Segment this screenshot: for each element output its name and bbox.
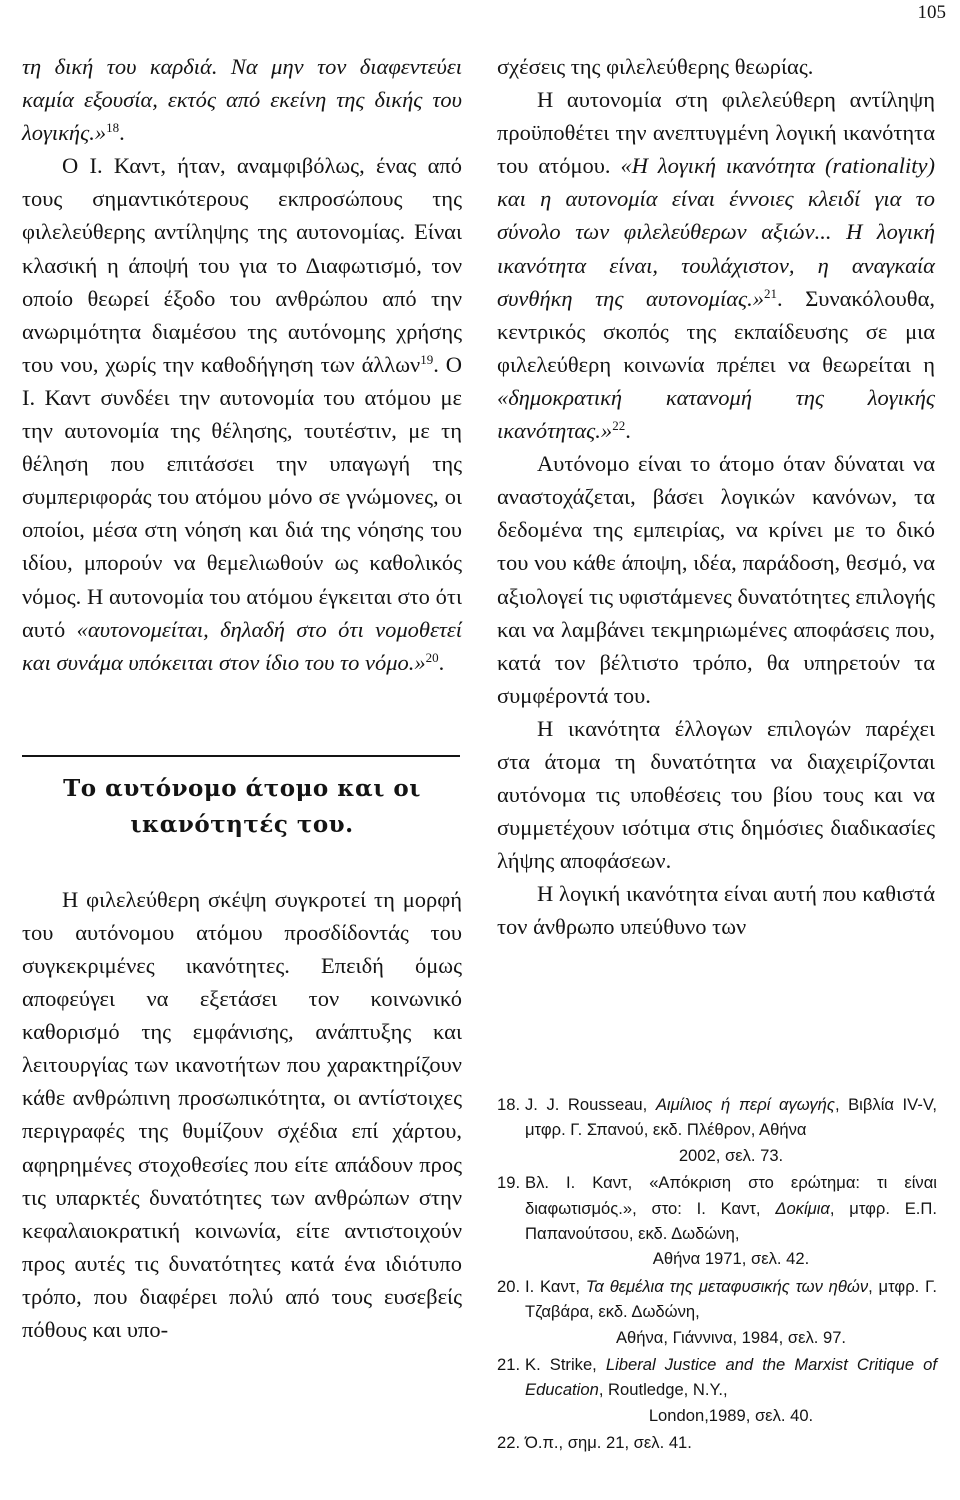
footnote <box>497 1274 937 1350</box>
footnote-text <box>525 1092 937 1168</box>
quotation: τη δική του καρδιά. Να μην τον διαφεντεύει καμία εξουσία, εκτός από εκείνη της δικής του λογικής.» <box>22 54 462 146</box>
footnote-text-run: , Βιβλία IV-V, μτφρ. Γ. Σπανού, εκδ. Πλέθρον, Αθήνα <box>525 1095 937 1140</box>
footnote-title: Τα θεμέλια της μεταφυσικής των ηθών <box>585 1276 869 1296</box>
footnote <box>497 1092 937 1168</box>
footnote-text-run: , μτφρ. Ε.Π. Παπανούτσου, εκδ. Δωδώνη, <box>525 1198 938 1244</box>
left-column <box>22 50 462 1346</box>
footnote-number: 20. <box>497 1276 521 1296</box>
footnote-text-run: , μτφρ. Γ. Τζαβάρα, εκδ. Δωδώνη, <box>525 1276 937 1322</box>
paragraph <box>22 149 462 679</box>
footnote-text <box>525 1352 937 1428</box>
text-run: Η αυτονομία στη φιλελεύθερη αντίληψη προϋποθέτει την ανεπτυγμένη λογική ικανότητα του ατόμου. <box>497 87 935 179</box>
footnote-ref[interactable]: 22 <box>612 418 626 434</box>
footnote-text <box>525 1274 937 1350</box>
footnote-text-run: Αθήνα 1971, σελ. 42. <box>652 1249 810 1269</box>
footnote-title: Αιμίλιος ή περί αγωγής <box>655 1095 835 1114</box>
text-run: . <box>625 418 631 444</box>
paragraph: Η λογική ικανότητα είναι αυτή που καθιστά τον άνθρωπο υπεύθυνο των <box>497 881 935 940</box>
paragraph: σχέσεις της φιλελεύθερης θεωρίας. <box>497 54 814 79</box>
paragraph <box>22 50 462 149</box>
footnote-text-run: J. J. Rousseau, <box>525 1095 656 1114</box>
footnote <box>497 1352 937 1428</box>
footnote-text-run: London,1989, σελ. 40. <box>648 1405 814 1425</box>
footnote-text-run: Αθήνα, Γιάννινα, 1984, σελ. 97. <box>615 1327 847 1347</box>
paragraph: Αυτόνομο είναι το άτομο όταν δύναται να αναστοχάζεται, βάσει λογικών κανόνων, τα δεδομένα της εμπειρίας, να κρίνει με το δικό του νου κάθε άποψη, ιδέα, παράδοση, θεσμό, να αξιολογεί τις υφιστάμενες δυνατότητες επιλογής και να λαμβάνει τεκμηριωμένες αποφάσεις που, κατά τον βέλτιστο τρόπο, θα υπηρετούν τα συμφέροντά του. <box>497 451 935 708</box>
footnote-ref[interactable]: 18 <box>106 120 120 136</box>
footnote <box>497 1430 937 1455</box>
footnote-number: 21. <box>497 1355 521 1375</box>
footnote-ref[interactable]: 20 <box>425 649 439 665</box>
footnote-text: Ό.π., σημ. 21, σελ. 41. <box>525 1433 692 1453</box>
footnote-text-run: Ι. Καντ, <box>525 1276 586 1296</box>
right-column <box>497 50 935 944</box>
section-heading <box>22 771 462 843</box>
section-heading-line: ικανότητές του. <box>130 810 354 838</box>
footnote-number: 19. <box>497 1173 521 1193</box>
text-run: . Ο Ι. Καντ συνδέει την αυτονομία του ατόμου με την αυτονομία της θέλησης, τουτέστιν, με τη θέληση που επιτάσσει την υπαγωγή της συμπεριφοράς του ατόμου μόνο σε γνώμονες, οι οποίοι, μέσα στη νόηση και διά της νόησης του ιδίου, μπορούν να θεμελιωθούν ως καθολικός νόμος. Η αυτονομία του ατόμου έγκειται στο ότι αυτό <box>22 351 463 642</box>
text-run: . Συνακόλουθα, κεντρικός σκοπός της εκπαίδευσης σε μια φιλελεύθερη κοινωνία πρέπει να θεωρείται η <box>497 285 935 377</box>
text-run: Ο Ι. Καντ, ήταν, αναμφιβόλως, ένας από τους σημαντικότερους εκπροσώπους της φιλελεύθερης αντίληψης της αυτονομίας. Είναι κλασική η άποψή του για το Διαφωτισμό, τον οποίο θεωρεί έξοδο του ανθρώπου από την ανωριμότητα διαμέσου της αυτόνομης χρήσης του νου, χωρίς την καθοδήγηση των άλλων <box>22 153 462 377</box>
footnotes <box>497 1092 937 1458</box>
paragraph: Η ικανότητα έλλογων επιλογών παρέχει στα άτομα τη δυνατότητα να διαχειρίζονται αυτόνομα τις υποθέσεις του βίου τους και να συμμετέχουν ισότιμα στις δημόσιες διαδικασίες λήψης αποφάσεων. <box>497 715 935 874</box>
page-number: 105 <box>917 2 946 23</box>
footnote-text-run: K. Strike, <box>525 1355 606 1375</box>
section-heading-line: Το αυτόνομο άτομο και οι <box>63 774 421 802</box>
text-run: . <box>119 120 125 146</box>
footnote-text <box>525 1170 937 1272</box>
footnote-ref[interactable]: 21 <box>764 285 778 301</box>
footnote-number: 18. <box>497 1095 521 1114</box>
text-run: . <box>438 649 445 675</box>
section-divider <box>22 755 460 757</box>
quotation: «Η λογική ικανότητα (rationality) και η αυτονομία είναι έννοιες κλειδί για το σύνολο των φιλελεύθερων αξιών... Η λογική ικανότητα είναι, τουλάχιστον, η αναγκαία συνθήκη της αυτονομίας.» <box>497 153 936 311</box>
quotation: «δημοκρατική κατανομή της λογικής ικανότητας.» <box>497 384 935 444</box>
footnote <box>497 1170 937 1272</box>
footnote-text-run: , Routledge, N.Y., <box>598 1380 728 1400</box>
quotation: «αυτονομείται, δηλαδή στο ότι νομοθετεί και συνάμα υπόκειται στον ίδιο του το νόμο.» <box>22 616 462 675</box>
footnote-title: Liberal Justice and the Marxist Critique of Education <box>525 1355 937 1400</box>
footnote-text-run: Βλ. Ι. Καντ, «Απόκριση στο ερώτημα: τι είναι διαφωτισμός.», στο: Ι. Καντ, <box>525 1173 937 1218</box>
paragraph: Η φιλελεύθερη σκέψη συγκροτεί τη μορφή του αυτόνομου ατόμου προσδίδοντάς του συγκεκριμένες ικανότητες. Επειδή όμως αποφεύγει να εξετάσει τον κοινωνικό καθορισμό της εμφάνισης, ανάπτυξης και λειτουργίας των ικανοτήτων που χαρακτηρίζουν κάθε ανθρώπινη προσωπικότητα, οι αντίστοιχες περιγραφές της θυμίζουν σχέδια επί χάρτου, αφηρημένες στοχοθεσίες που είτε απάδουν προς τις υπαρκτές δυνατότητες των ανθρώπων στην κεφαλαιοκρατική κοινωνία, είτε αντιστοιχούν προς αυτές τις δυνατότητες κατά ένα ιδιότυπο τρόπο, που διαφέρει πολύ από τους ευσεβείς πόθους και υπο- <box>22 886 462 1342</box>
footnote-ref[interactable]: 19 <box>420 351 434 367</box>
paragraph <box>497 83 935 447</box>
footnote-number: 22. <box>497 1433 521 1453</box>
footnote-title: Δοκίμια <box>775 1198 830 1218</box>
footnote-text-run: 2002, σελ. 73. <box>678 1145 784 1165</box>
